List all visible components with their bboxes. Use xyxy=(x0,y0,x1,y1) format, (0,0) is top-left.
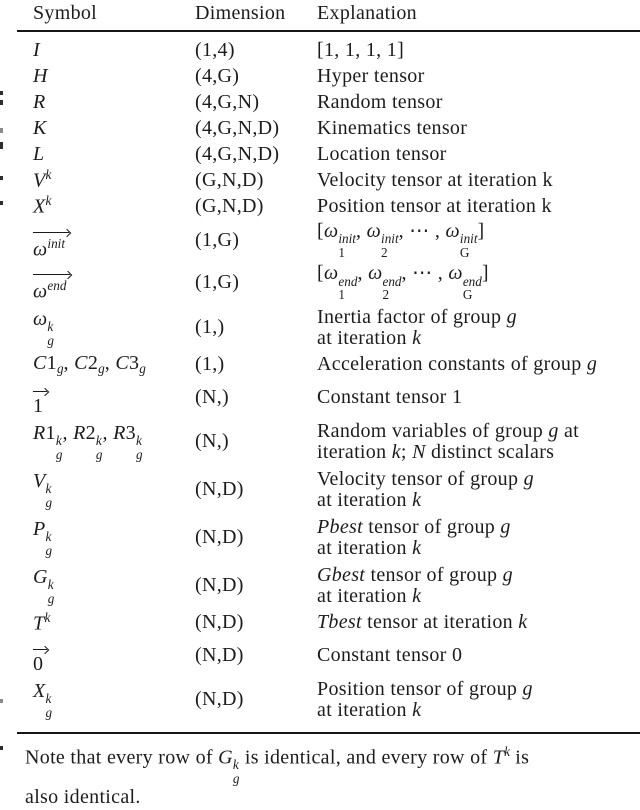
right-arrow-icon xyxy=(33,228,70,236)
dimension-cell: (N,) xyxy=(195,430,317,453)
explanation-cell xyxy=(317,263,640,302)
table-row xyxy=(0,219,640,261)
table-row xyxy=(0,562,640,610)
right-arrow-icon xyxy=(33,270,71,278)
note-line-2: also identical. xyxy=(25,785,640,810)
dimension-cell: (1,G) xyxy=(195,229,317,252)
table-row xyxy=(0,418,640,466)
dimension-cell: (1,4) xyxy=(195,39,317,62)
dimension-cell: (1,) xyxy=(195,353,317,376)
right-arrow-icon xyxy=(33,387,48,395)
explanation-cell xyxy=(317,92,640,113)
dimension-cell: (4,G,N) xyxy=(195,91,317,114)
explanation-line: Constant tensor 0 xyxy=(317,645,640,666)
explanation-cell xyxy=(317,469,640,511)
vector-symbol xyxy=(33,228,70,261)
explanation-line: Velocity tensor of group g xyxy=(317,469,640,490)
table-row xyxy=(0,466,640,514)
symbol-cell xyxy=(33,378,195,418)
vector-base: $\omega^{init}$ xyxy=(33,236,70,261)
table-row xyxy=(0,63,640,89)
explanation-line: Hyper tensor xyxy=(317,66,640,87)
dimension-cell: (N,) xyxy=(195,386,317,409)
note-line-1: Note that every row of G k g is identical, and every row of $T^k$ is xyxy=(25,739,640,786)
explanation-line: Position tensor of group g xyxy=(317,679,640,700)
explanation-cell xyxy=(317,645,640,666)
explanation-line: Kinematics tensor xyxy=(317,118,640,139)
table-row xyxy=(0,636,640,676)
symbol-cell xyxy=(33,636,195,676)
explanation-cell xyxy=(317,196,640,217)
table-row xyxy=(0,352,640,378)
symbol-cell: $V^k$ xyxy=(33,167,195,192)
explanation-cell xyxy=(317,679,640,721)
symbol-cell: H xyxy=(33,65,195,88)
symbol-cell: ω k g xyxy=(33,308,195,348)
symbol-cell: $T^k$ xyxy=(33,610,195,635)
explanation-line: Pbest tensor of group g xyxy=(317,517,640,538)
explanation-cell xyxy=(317,144,640,165)
explanation-line: [1, 1, 1, 1] xyxy=(317,40,640,61)
table-row xyxy=(0,141,640,167)
symbol-cell: K xyxy=(33,117,195,140)
table-row xyxy=(0,304,640,352)
symbol-cell: V k g xyxy=(33,470,195,510)
symbol-cell: I xyxy=(33,39,195,62)
column-header-dimension: Dimension xyxy=(195,2,317,30)
explanation-line: Random variables of group g at xyxy=(317,421,640,442)
dimension-cell: (G,N,D) xyxy=(195,169,317,192)
explanation-line: Acceleration constants of group g xyxy=(317,354,640,375)
explanation-line: Gbest tensor of group g xyxy=(317,565,640,586)
symbol-cell: X k g xyxy=(33,680,195,720)
explanation-cell xyxy=(317,421,640,463)
symbol-cell: R1 k g , R2 k g , R3 k g xyxy=(33,422,195,462)
explanation-line: Velocity tensor at iteration k xyxy=(317,170,640,191)
column-header-symbol: Symbol xyxy=(33,2,195,30)
explanation-line: at iteration k xyxy=(317,328,640,349)
explanation-cell xyxy=(317,307,640,349)
symbol-cell xyxy=(33,261,195,303)
explanation-cell xyxy=(317,354,640,375)
explanation-cell xyxy=(317,565,640,607)
vector-base: $\omega^{end}$ xyxy=(33,278,71,303)
symbol-cell: C1g, C2g, C3g xyxy=(33,352,195,377)
symbol-cell: $X^k$ xyxy=(33,193,195,218)
dimension-cell: (G,N,D) xyxy=(195,195,317,218)
explanation-line: Position tensor at iteration k xyxy=(317,196,640,217)
right-arrow-icon xyxy=(33,645,48,653)
symbol-cell: L xyxy=(33,143,195,166)
table-row xyxy=(0,610,640,636)
table-row xyxy=(0,37,640,63)
crop-artifact-mark xyxy=(0,746,3,750)
explanation-cell xyxy=(317,221,640,260)
vector-base: 0 xyxy=(33,653,48,676)
explanation-cell xyxy=(317,387,640,408)
symbol-cell: P k g xyxy=(33,518,195,558)
explanation-cell xyxy=(317,118,640,139)
table-body xyxy=(0,37,640,724)
crop-artifact-mark xyxy=(0,699,3,703)
explanation-line: [ω init 1 , ω init 2 , ⋯ , ω init G ] xyxy=(317,221,640,260)
table-row xyxy=(0,261,640,303)
explanation-cell xyxy=(317,170,640,191)
explanation-line: iteration k; N distinct scalars xyxy=(317,442,640,463)
symbol-cell xyxy=(33,219,195,261)
explanation-line: at iteration k xyxy=(317,490,640,511)
table-row xyxy=(0,89,640,115)
table-row xyxy=(0,378,640,418)
crop-artifact-mark xyxy=(0,100,3,105)
dimension-cell: (4,G,N,D) xyxy=(195,117,317,140)
dimension-cell: (N,D) xyxy=(195,644,317,667)
crop-artifact-mark xyxy=(0,128,3,133)
table-header xyxy=(0,0,640,30)
crop-artifact-mark xyxy=(0,142,3,149)
symbol-cell: R xyxy=(33,91,195,114)
table-row xyxy=(0,167,640,193)
explanation-cell xyxy=(317,612,640,633)
vector-symbol xyxy=(33,387,48,418)
explanation-line: Constant tensor 1 xyxy=(317,387,640,408)
dimension-cell: (1,G) xyxy=(195,271,317,294)
explanation-cell xyxy=(317,66,640,87)
dimension-cell: (4,G) xyxy=(195,65,317,88)
vector-symbol xyxy=(33,270,71,303)
dimension-cell: (N,D) xyxy=(195,574,317,597)
symbol-cell: G k g xyxy=(33,566,195,606)
crop-artifact-mark xyxy=(0,176,3,180)
table-row xyxy=(0,676,640,724)
bottom-rule xyxy=(17,732,640,734)
explanation-line: Location tensor xyxy=(317,144,640,165)
explanation-line: [ω end 1 , ω end 2 , ⋯ , ω end G ] xyxy=(317,263,640,302)
dimension-cell: (N,D) xyxy=(195,611,317,634)
table-note xyxy=(25,739,640,810)
explanation-cell xyxy=(317,517,640,559)
table-row xyxy=(0,193,640,219)
column-header-explanation: Explanation xyxy=(317,2,640,30)
table-row xyxy=(0,514,640,562)
explanation-line: Tbest tensor at iteration k xyxy=(317,612,640,633)
explanation-line: at iteration k xyxy=(317,700,640,721)
header-rule xyxy=(17,30,640,32)
dimension-cell: (N,D) xyxy=(195,526,317,549)
vector-base: 1 xyxy=(33,395,48,418)
dimension-cell: (N,D) xyxy=(195,688,317,711)
explanation-line: Random tensor xyxy=(317,92,640,113)
explanation-cell xyxy=(317,40,640,61)
explanation-line: at iteration k xyxy=(317,586,640,607)
explanation-line: at iteration k xyxy=(317,538,640,559)
table-row xyxy=(0,115,640,141)
dimension-cell: (4,G,N,D) xyxy=(195,143,317,166)
crop-artifact-mark xyxy=(0,91,3,95)
crop-artifact-mark xyxy=(0,201,3,205)
explanation-line: Inertia factor of group g xyxy=(317,307,640,328)
dimension-cell: (1,) xyxy=(195,316,317,339)
dimension-cell: (N,D) xyxy=(195,478,317,501)
vector-symbol xyxy=(33,645,48,676)
